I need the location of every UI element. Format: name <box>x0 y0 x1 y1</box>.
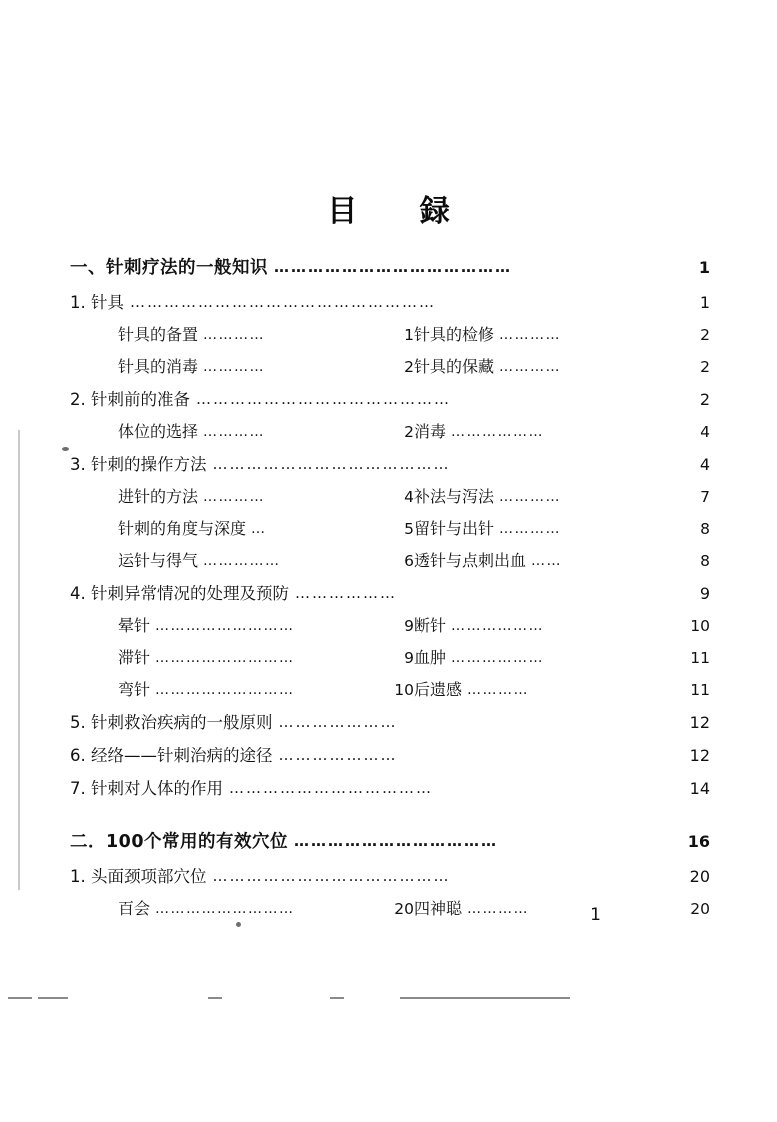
toc-entry-page: 1 <box>404 326 414 344</box>
toc-entry-chapter[interactable] <box>70 254 710 279</box>
toc-subrow <box>70 322 710 345</box>
toc-entry-page: 4 <box>700 423 710 441</box>
toc-entry-sub[interactable] <box>118 419 414 442</box>
toc-entry-label: 一、针刺疗法的一般知识 <box>70 258 268 278</box>
leader-dots: ……………………………… <box>229 779 433 797</box>
toc-entry-label: 针刺的角度与深度 <box>118 519 247 538</box>
toc-entry-label: 四神聪 <box>414 899 463 918</box>
toc-entry-page: 2 <box>404 358 414 376</box>
toc-entry-page: 16 <box>687 832 710 851</box>
leader-dots: … <box>251 521 267 537</box>
toc-entry-page: 10 <box>690 617 710 635</box>
toc-entry-label: 针具的检修 <box>414 325 495 344</box>
toc-entry-label: 4. 针刺异常情况的处理及预防 <box>70 584 289 603</box>
toc-subrow <box>70 484 710 507</box>
leader-dots: ……………………………… <box>294 832 499 850</box>
toc-entry-page: 2 <box>699 390 710 409</box>
toc-entry-page: 10 <box>394 681 414 699</box>
toc-entry-sub[interactable] <box>118 548 414 571</box>
scan-speck <box>62 447 69 451</box>
toc-entry-page: 4 <box>404 488 414 506</box>
toc-entry-page: 11 <box>690 649 710 667</box>
toc-entry-page: 6 <box>404 552 414 570</box>
toc-entry-label: 3. 针刺的操作方法 <box>70 455 207 474</box>
toc-entry-sub[interactable] <box>118 484 414 507</box>
toc-entry-sub[interactable] <box>414 548 710 571</box>
toc-entry-page: 1 <box>699 293 710 312</box>
page-title: 目 録 <box>327 194 476 229</box>
leader-dots: ………… <box>499 359 562 375</box>
toc-subrow <box>70 645 710 668</box>
toc-entry-section[interactable] <box>70 386 710 410</box>
toc-entry-label: 补法与泻法 <box>414 487 495 506</box>
toc-entry-sub[interactable] <box>118 322 414 345</box>
leader-dots: …………… <box>203 553 281 569</box>
toc-entry-label: 进针的方法 <box>118 487 199 506</box>
toc-entry-sub[interactable] <box>118 516 414 539</box>
leader-dots: …… <box>531 553 563 569</box>
toc-entry-sub[interactable] <box>414 645 710 668</box>
toc-subrow <box>70 613 710 636</box>
leader-dots: ……………………………………… <box>196 390 451 408</box>
toc-entry-label: 7. 针刺对人体的作用 <box>70 779 223 798</box>
leader-dots: ……………………… <box>155 650 295 666</box>
toc-entry-label: 针具的保藏 <box>414 357 495 376</box>
toc-entry-page: 4 <box>699 455 710 474</box>
toc-subrow <box>70 419 710 442</box>
leader-dots: …………………………………… <box>212 455 451 473</box>
leader-dots: ………… <box>499 489 562 505</box>
leader-dots: ………… <box>203 327 266 343</box>
toc-subrow <box>70 516 710 539</box>
toc-entry-section[interactable] <box>70 580 710 604</box>
toc-entry-label: 1. 头面颈项部穴位 <box>70 867 207 886</box>
toc-subrow <box>70 548 710 571</box>
toc-entry-sub[interactable] <box>414 322 710 345</box>
toc-entry-page: 11 <box>690 681 710 699</box>
leader-dots: ………… <box>499 327 562 343</box>
toc-entry-label: 针具的消毒 <box>118 357 199 376</box>
toc-entry-page: 12 <box>689 713 710 732</box>
leader-dots: ………………… <box>278 713 398 731</box>
toc-entry-label: 2. 针刺前的准备 <box>70 390 190 409</box>
toc-entry-label: 5. 针刺救治疾病的一般原则 <box>70 713 273 732</box>
toc-entry-label: 透针与点刺出血 <box>414 551 527 570</box>
toc-entry-page: 12 <box>689 746 710 765</box>
leader-dots: ……………………… <box>155 618 295 634</box>
toc-entry-label: 6. 经络——针刺治病的途径 <box>70 746 273 765</box>
leader-dots: ………………… <box>278 746 398 764</box>
leader-dots: ………… <box>467 901 530 917</box>
leader-dots: ………… <box>203 424 266 440</box>
toc-entry-label: 断针 <box>414 616 447 635</box>
toc-entry-page: 20 <box>690 900 710 918</box>
leader-dots: ……………………… <box>155 901 295 917</box>
toc-subrow <box>70 896 710 919</box>
leader-dots: ……………… <box>451 650 545 666</box>
leader-dots: ………… <box>203 359 266 375</box>
page-number: 1 <box>590 905 601 925</box>
toc-entry-label: 消毒 <box>414 422 447 441</box>
leader-dots: …………………………………… <box>212 867 451 885</box>
toc-entry-label: 留针与出针 <box>414 519 495 538</box>
leader-dots: …………………………………… <box>274 258 512 276</box>
toc-entry-page: 2 <box>404 423 414 441</box>
toc-entry-page: 1 <box>698 258 710 277</box>
toc-entry-label: 晕针 <box>118 616 151 635</box>
toc-entry-sub[interactable] <box>118 613 414 636</box>
toc-entry-section[interactable] <box>70 451 710 475</box>
scan-edge-artifact <box>18 430 20 890</box>
toc-subrow <box>70 354 710 377</box>
toc-entry-section[interactable] <box>70 775 710 799</box>
toc-entry-label: 百会 <box>118 899 151 918</box>
toc-entry-label: 滞针 <box>118 648 151 667</box>
toc-entry-label: 针具的备置 <box>118 325 199 344</box>
toc-entry-label: 血肿 <box>414 648 447 667</box>
toc-entry-sub[interactable] <box>118 645 414 668</box>
toc-entry-section[interactable] <box>70 709 710 733</box>
toc-entry-sub[interactable] <box>414 354 710 377</box>
toc-entry-sub[interactable] <box>414 896 710 919</box>
toc-entry-label: 弯针 <box>118 680 151 699</box>
toc-entry-section[interactable] <box>70 289 710 313</box>
toc-entry-label: 1. 针具 <box>70 293 124 312</box>
toc-subrow <box>70 677 710 700</box>
toc-entry-sub[interactable] <box>414 419 710 442</box>
toc-entry-sub[interactable] <box>118 677 414 700</box>
toc-entry-sub[interactable] <box>414 613 710 636</box>
toc-entry-page: 8 <box>700 552 710 570</box>
toc-entry-page: 5 <box>404 520 414 538</box>
toc-entry-label: 二．100个常用的有效穴位 <box>70 832 289 852</box>
toc-entry-sub[interactable] <box>118 354 414 377</box>
leader-dots: ……………………… <box>155 682 295 698</box>
toc-entry-page: 9 <box>699 584 710 603</box>
toc-entry-page: 2 <box>700 358 710 376</box>
toc-entry-page: 20 <box>689 867 710 886</box>
leader-dots: ……………… <box>451 424 545 440</box>
toc-entry-label: 体位的选择 <box>118 422 199 441</box>
leader-dots: ……………… <box>451 618 545 634</box>
leader-dots: ………… <box>203 489 266 505</box>
toc-entry-sub[interactable] <box>118 896 414 919</box>
toc-entry-page: 2 <box>700 326 710 344</box>
toc-entry-page: 8 <box>700 520 710 538</box>
toc-entry-page: 20 <box>394 900 414 918</box>
toc-entry-sub[interactable] <box>414 677 710 700</box>
toc-entry-label: 运针与得气 <box>118 551 199 570</box>
toc-entry-page: 14 <box>689 779 710 798</box>
toc-entry-section[interactable] <box>70 742 710 766</box>
toc-entry-page: 9 <box>404 617 414 635</box>
toc-entry-page: 7 <box>700 488 710 506</box>
toc-entry-section[interactable] <box>70 863 710 887</box>
leader-dots: ………… <box>499 521 562 537</box>
toc-entry-sub[interactable] <box>414 516 710 539</box>
table-of-contents <box>70 248 710 928</box>
leader-dots: ……………… <box>295 584 397 602</box>
leader-dots: ………… <box>467 682 530 698</box>
toc-entry-sub[interactable] <box>414 484 710 507</box>
toc-entry-page: 9 <box>404 649 414 667</box>
leader-dots: ……………………………………………… <box>130 293 436 311</box>
toc-entry-label: 后遗感 <box>414 680 463 699</box>
scan-bottom-marks <box>0 995 777 1015</box>
section-spacer <box>70 808 710 822</box>
toc-entry-chapter[interactable] <box>70 828 710 853</box>
